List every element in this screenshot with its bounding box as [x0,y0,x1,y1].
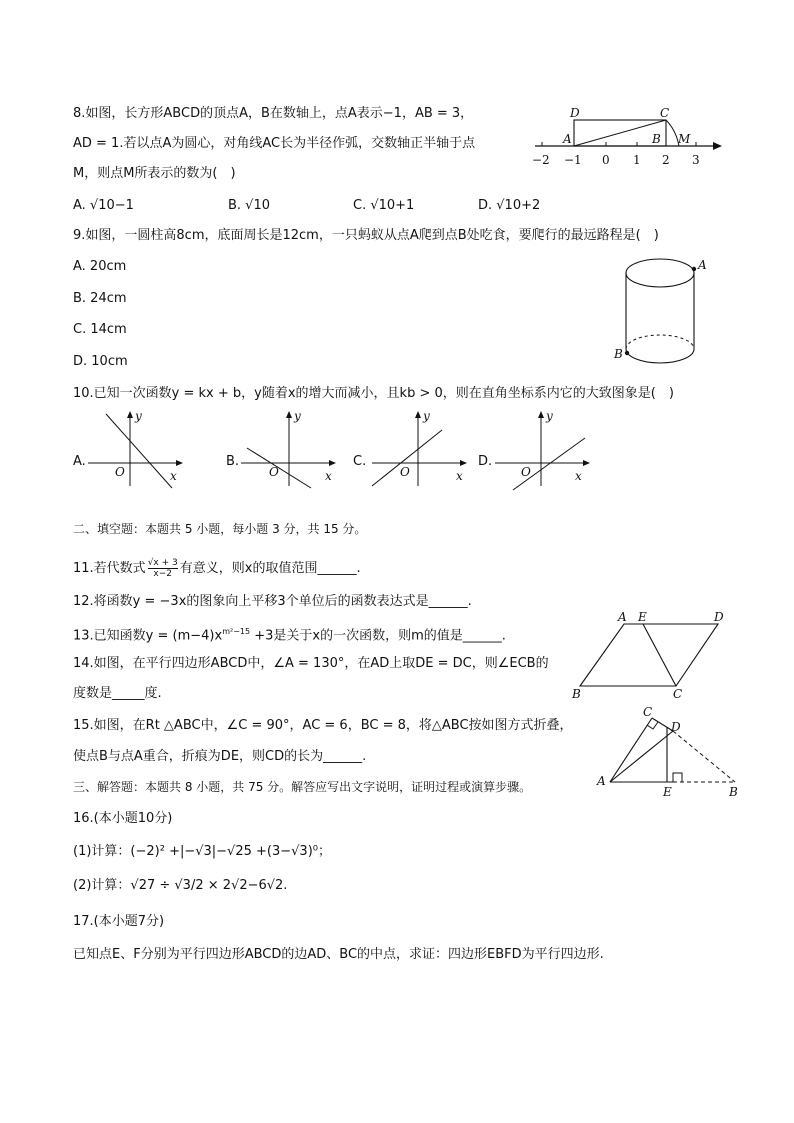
q8-label-b: B [652,132,661,146]
q10-a-x-label: x [170,469,177,483]
q9-option-b: B. 24cm [73,291,127,306]
q10-c-origin-label: O [400,465,410,479]
q8-label-c: C [660,106,670,120]
q14-label-a: A [618,610,627,624]
q12-line: 12.将函数y = −3x的图象向上平移3个单位后的函数表达式是______. [73,594,472,609]
q10-d-x-label: x [575,469,582,483]
q9-label-a: A [698,258,707,272]
q10-graph-d [495,408,595,488]
q10-c-y-label: y [423,409,430,423]
q8-tick-2: 2 [662,153,670,167]
q10-b-y-label: y [294,409,301,423]
q10-option-a: A. [73,454,86,469]
q15-line2: 使点B与点A重合，折痕为DE，则CD的长为______. [73,749,367,764]
q10-b-origin-label: O [269,465,279,479]
q15-label-a: A [597,774,606,788]
q15-triangle-figure [595,705,745,800]
q11-suffix: 有意义，则x的取值范围______. [179,561,361,576]
q14-label-d: D [714,610,724,624]
q8-label-d: D [570,106,580,120]
q10-graph-c [372,408,472,488]
q10-a-origin-label: O [115,465,125,479]
q14-label-e: E [638,610,647,624]
section-fill-in-heading: 二、填空题：本题共 5 小题，每小题 3 分，共 15 分。 [73,522,367,536]
q15-label-c: C [643,705,653,719]
q8-tick-3: 3 [692,153,700,167]
q9-option-d: D. 10cm [73,354,128,369]
q10-a-y-label: y [135,409,142,423]
q9-cylinder-figure [610,255,720,370]
q8-label-a: A [563,132,572,146]
q10-d-y-label: y [546,409,553,423]
q15-label-e: E [663,785,672,799]
q11-prefix: 11.若代数式 [73,561,146,576]
q15-label-d: D [671,720,681,734]
q9-label-b: B [614,347,623,361]
q10-graph-b [241,408,341,488]
q8-option-d: D. √10+2 [478,198,541,213]
q14-line2: 度数是_____度. [73,686,162,701]
q9-option-a: A. 20cm [73,259,127,274]
q8-option-a: A. √10−1 [73,198,134,213]
q10-option-d: D. [478,454,493,469]
q10-graph-a [88,408,188,488]
q17-body: 已知点E、F分别为平行四边形ABCD的边AD、BC的中点，求证：四边形EBFD为平行四边形. [73,947,604,962]
q13-line [73,623,506,645]
q16-part1: (1)计算：(−2)² +|−√3|−√25 +(3−√3)⁰； [73,844,331,859]
q14-line1: 14.如图，在平行四边形ABCD中，∠A = 130°，在AD上取DE = DC，则∠ECB的 [73,656,549,671]
q10-line1: 10.已知一次函数y = kx + b，y随着x的增大而减小，且kb > 0，则在直角坐标系内它的大致图象是( ) [73,386,674,401]
q11-denominator: x−2 [153,569,173,579]
q15-line1: 15.如图，在Rt △ABC中，∠C = 90°，AC = 6，BC = 8，将△ABC按如图方式折叠， [73,718,573,733]
q8-label-m: M [678,132,691,146]
q8-tick-neg2: −2 [532,153,550,167]
q13-suffix: +3是关于x的一次函数，则m的值是______. [250,628,506,644]
q9-line1: 9.如图，一圆柱高8cm，底面周长是12cm，一只蚂蚁从点A爬到点B处吃食，要爬行的最远路程是( ) [73,228,659,243]
q17-title: 17.(本小题7分) [73,914,165,929]
q13-exponent: m²−15 [222,627,251,636]
q14-label-c: C [673,687,683,701]
q8-line1: 8.如图，长方形ABCD的顶点A，B在数轴上，点A表示−1，AB = 3， [73,106,474,121]
q11-numerator: √x + 3 [147,558,178,568]
q8-tick-1: 1 [633,153,641,167]
q8-line2: AD = 1.若以点A为圆心，对角线AC长为半径作弧，交数轴正半轴于点 [73,136,476,151]
q10-option-b: B. [226,454,240,469]
q8-number-line-figure [530,100,730,172]
q15-label-b: B [729,785,738,799]
q14-label-b: B [572,687,581,701]
q13-prefix: 13.已知函数y = (m−4)x [73,628,223,644]
section-answer-heading: 三、解答题：本题共 8 小题，共 75 分。解答应写出文字说明，证明过程或演算步骤。 [73,780,532,794]
q11-fraction [148,558,178,579]
q8-option-b: B. √10 [228,198,271,213]
q9-option-c: C. 14cm [73,322,127,337]
q16-part2: (2)计算：√27 ÷ √3/2 × 2√2−6√2. [73,878,288,893]
q10-b-x-label: x [325,469,332,483]
q10-option-c: C. [353,454,367,469]
q10-c-x-label: x [456,469,463,483]
q8-option-c: C. √10+1 [353,198,415,213]
q8-tick-neg1: −1 [564,153,582,167]
q16-title: 16.(本小题10分) [73,811,173,826]
q14-parallelogram-figure [570,610,730,702]
q11-line [73,558,361,579]
q8-tick-0: 0 [602,153,610,167]
q10-d-origin-label: O [521,465,531,479]
q8-line3: M，则点M所表示的数为( ) [73,166,236,181]
